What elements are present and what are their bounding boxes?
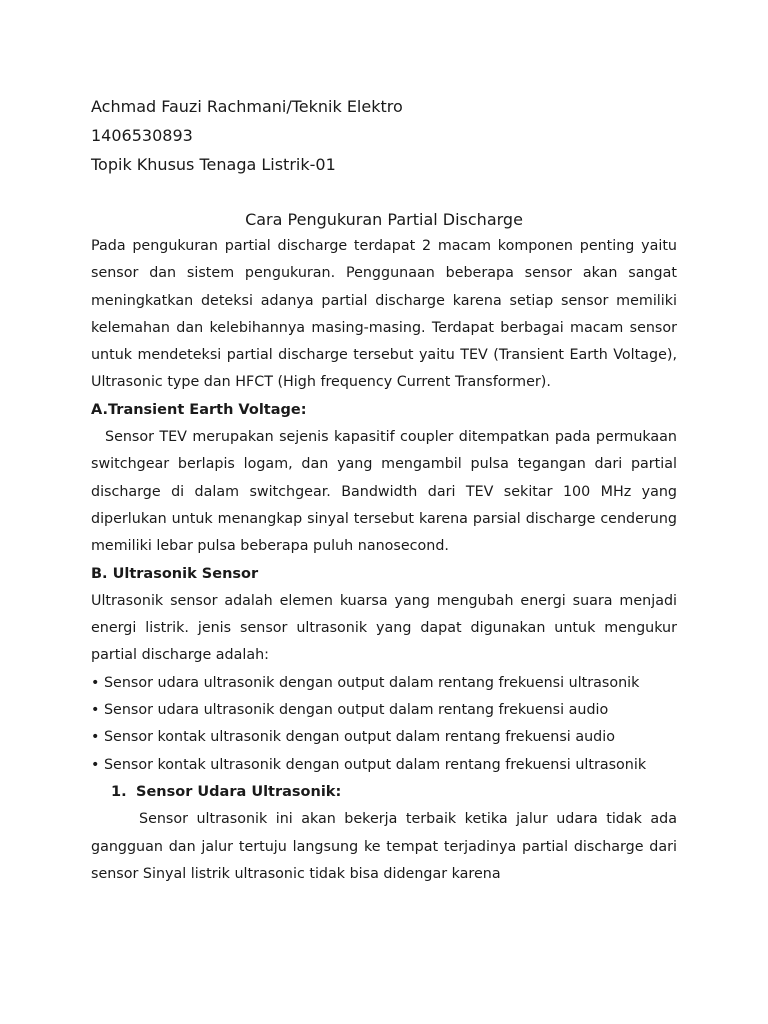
section-b-heading: B. Ultrasonik Sensor xyxy=(91,565,259,582)
course-name: Topik Khusus Tenaga Listrik-01 xyxy=(91,155,336,174)
list-item: • Sensor kontak ultrasonik dengan output dalam rentang frekuensi ultrasonik xyxy=(91,756,647,773)
student-id: 1406530893 xyxy=(91,126,193,145)
document-title: Cara Pengukuran Partial Discharge xyxy=(245,210,523,229)
list-item: • Sensor udara ultrasonik dengan output dalam rentang frekuensi ultrasonik xyxy=(91,674,640,691)
section-b-paragraph: Ultrasonik sensor adalah elemen kuarsa yang mengubah energi suara menjadi energi listrik. jenis sensor ultrasonik yang dapat digunakan untuk mengukur partial discharge adalah: xyxy=(91,592,677,664)
list-item: • Sensor udara ultrasonik dengan output dalam rentang frekuensi audio xyxy=(91,702,609,719)
sensor-type-list xyxy=(91,670,677,779)
subsection-title: Sensor Udara Ultrasonik: xyxy=(136,783,342,800)
subsection-1-paragraph: Sensor ultrasonik ini akan bekerja terbaik ketika jalur udara tidak ada gangguan dan jalur tertuju langsung ke tempat terjadinya partial discharge dari sensor Sinyal listrik ultrasonic tidak bisa didengar karena xyxy=(91,811,677,882)
section-a-heading: A.Transient Earth Voltage: xyxy=(91,401,307,418)
section-a-paragraph: Sensor TEV merupakan sejenis kapasitif coupler ditempatkan pada permukaan switchgear berlapis logam, dan yang mengambil pulsa tegangan dari partial discharge di dalam switchgear. Bandwidth dari TEV sekitar 100 MHz yang diperlukan untuk menangkap sinyal tersebut karena parsial discharge cenderung memiliki lebar pulsa beberapa puluh nanosecond. xyxy=(91,429,677,555)
author-line: Achmad Fauzi Rachmani/Teknik Elektro xyxy=(91,97,403,116)
subsection-1-heading xyxy=(91,779,677,806)
list-item: • Sensor kontak ultrasonik dengan output dalam rentang frekuensi audio xyxy=(91,729,615,746)
intro-paragraph: Pada pengukuran partial discharge terdapat 2 macam komponen penting yaitu sensor dan sistem pengukuran. Penggunaan beberapa sensor akan sangat meningkatkan deteksi adanya partial discharge karena setiap sensor memiliki kelemahan dan kelebihannya masing-masing. Terdapat berbagai macam sensor untuk mendeteksi partial discharge tersebut yaitu TEV (Transient Earth Voltage), Ultrasonic type dan HFCT (High frequency Current Transformer). xyxy=(91,238,677,391)
subsection-number: 1. xyxy=(111,783,127,800)
